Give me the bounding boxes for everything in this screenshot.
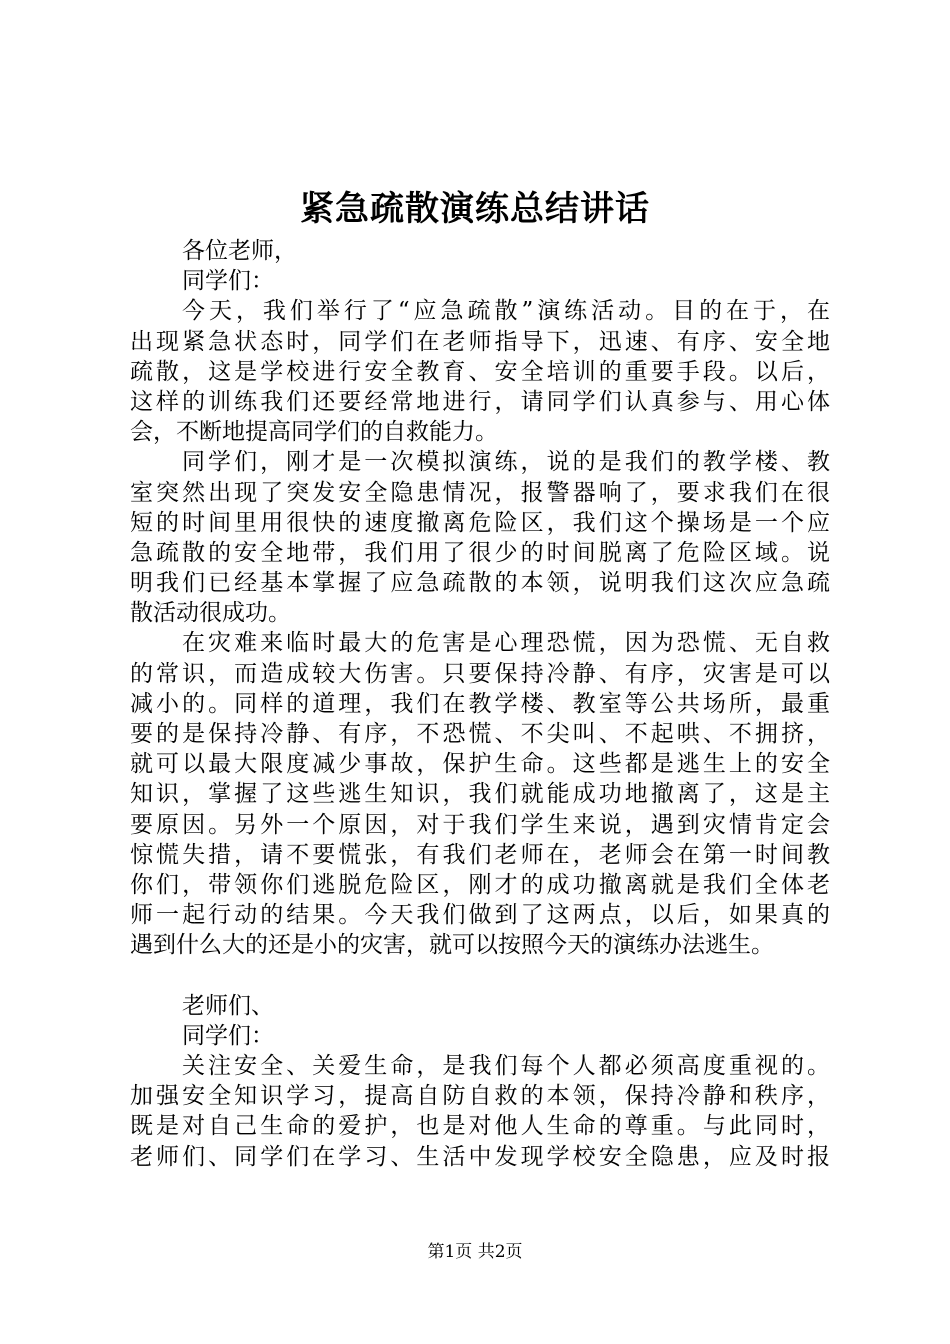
paragraph-line: 既是对自己生命的爱护，也是对他人生命的尊重。与此同时， (130, 1113, 830, 1140)
paragraph-line: 就可以最大限度减少事故，保护生命。这些都是逃生上的安全 (130, 751, 830, 778)
paragraph-line: 同学们，刚才是一次模拟演练，说的是我们的教学楼、教 (182, 449, 830, 476)
paragraph-line: 疏散，这是学校进行安全教育、安全培训的重要手段。以后， (130, 358, 830, 385)
paragraph-line: 急疏散的安全地带，我们用了很少的时间脱离了危险区域。说 (130, 539, 830, 566)
paragraph-line: 这样的训练我们还要经常地进行，请同学们认真参与、用心体 (130, 388, 830, 415)
paragraph-line: 遇到什么大的还是小的灾害，就可以按照今天的演练办法逃生。 (130, 932, 774, 959)
paragraph-line: 会，不断地提高同学们的自救能力。 (130, 419, 498, 446)
salutation-line: 老师们、 (182, 992, 274, 1019)
paragraph-line: 惊慌失措，请不要慌张，有我们老师在，老师会在第一时间教 (130, 841, 830, 868)
paragraph-line: 短的时间里用很快的速度撤离危险区，我们这个操场是一个应 (130, 509, 830, 536)
page-number-footer: 第1页 共2页 (427, 1242, 523, 1262)
paragraph-line: 今天，我们举行了“应急疏散”演练活动。目的在于，在 (182, 298, 830, 325)
paragraph-line: 老师们、同学们在学习、生活中发现学校安全隐患，应及时报 (130, 1143, 830, 1170)
paragraph-line: 出现紧急状态时，同学们在老师指导下，迅速、有序、安全地 (130, 328, 830, 355)
salutation-line: 同学们： (182, 268, 274, 295)
paragraph-line: 要原因。另外一个原因，对于我们学生来说，遇到灾情肯定会 (130, 811, 830, 838)
paragraph-line: 室突然出现了突发安全隐患情况，报警器响了，要求我们在很 (130, 479, 830, 506)
paragraph-line: 知识，掌握了这些逃生知识，我们就能成功地撤离了，这是主 (130, 781, 830, 808)
paragraph-spacer (130, 961, 830, 991)
paragraph-line: 关注安全、关爱生命，是我们每个人都必须高度重视的。 (182, 1053, 830, 1080)
paragraph-line: 要的是保持冷静、有序，不恐慌、不尖叫、不起哄、不拥挤， (130, 721, 830, 747)
salutation-line: 各位老师， (182, 238, 297, 264)
document-title: 紧急疏散演练总结讲话 (300, 189, 650, 229)
paragraph-line: 你们，带领你们逃脱危险区，刚才的成功撤离就是我们全体老 (130, 871, 830, 898)
paragraph-line: 在灾难来临时最大的危害是心理恐慌，因为恐慌、无自救 (182, 630, 830, 657)
paragraph-line: 加强安全知识学习，提高自防自救的本领，保持冷静和秩序， (130, 1083, 830, 1110)
paragraph-line: 师一起行动的结果。今天我们做到了这两点，以后，如果真的 (130, 902, 830, 929)
salutation-line: 同学们： (182, 1022, 274, 1049)
paragraph-line: 减小的。同样的道理，我们在教学楼、教室等公共场所，最重 (130, 690, 830, 717)
paragraph-line: 的常识，而造成较大伤害。只要保持冷静、有序，灾害是可以 (130, 660, 830, 687)
paragraph-line: 明我们已经基本掌握了应急疏散的本领，说明我们这次应急疏 (130, 570, 830, 597)
paragraph-line: 散活动很成功。 (130, 600, 291, 627)
document-body (130, 236, 830, 1172)
